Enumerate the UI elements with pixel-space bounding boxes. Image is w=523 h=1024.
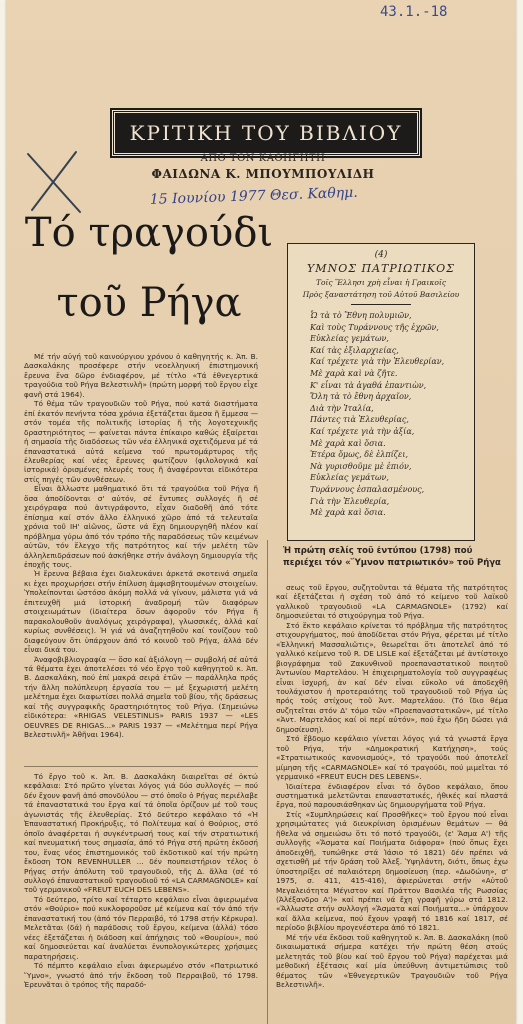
article-title-line-2: τοῦ Ρήγα	[56, 280, 242, 326]
body-column-right	[276, 583, 508, 1024]
body-paragraph: σεως τοῦ ἔργου, συζητοῦνται τά θέματα τῆς πατρότητος καί ἐξετάζεται ἡ σχέση τοῦ ἀπό τό κείμενο τοῦ λαϊκοῦ γαλλικοῦ τραγουδιοῦ «LA CARMAGNOLE» (1792) καί δημοσιεύεται τό στιχούργημα τοῦ Ρήγα.	[276, 583, 508, 621]
poem-line: Καί τρέχετε γιὰ τὴν ἀξία,	[310, 426, 415, 436]
poem-lines	[296, 310, 466, 519]
body-paragraph: Τό δεύτερο, τρίτο καί τέταρτο κεφάλαιο εἶναι ἀφιερωμένα στόν «Θούριο» πού κυκλοφοροῦσε μέ κείμενα καί τόν ἀπό τήν ἐπαναστατική του (ἀπό τόν Περραιβό, τό 1798 στήν Κέρκυρα). Μελετᾶται (δά) ἡ παράδοσις τοῦ ἔργου, κείμενα (ἀλλά) τόσο νέες ἐξετάζεται ἡ διάδοση καί ἀπήχησις τοῦ «Θουρίου», πού καί δημοσιεύεται καί ἀναλύεται ἐνυπολογικώτερες χρήσιμες παρατηρήσεις.	[24, 894, 258, 961]
poem-title: ΥΜΝΟΣ ΠΑΤΡΙΩΤΙΚΟΣ	[307, 262, 455, 275]
poem-subtitle-1: Τοῖς Ἕλλησι χρὴ εἶναι ἡ Γραικοῖς	[315, 278, 447, 287]
body-paragraph: Μέ τήν νέα ἔκδοσι τοῦ καθηγητοῦ κ. Ἀπ. Β. Δασκαλάκη (ποῦ δικαιωματικά σήμερα κατέχει τήν πρώτη θέση στούς μελετητάς τοῦ βίου καί τοῦ ἔργου τοῦ Ρήγα) παρέχεται μιά μεθοδική ἐξέτασις καί μία ὑπεύθυνη ἀντιμετώπισις τοῦ θέματος τῶν «Ἐθνεγερτικῶν Τραγουδιῶν τοῦ Ρήγα Βελεστινλῆ».	[276, 932, 508, 990]
poem-facsimile	[287, 243, 475, 541]
column-title: ΚΡΙΤΙΚΗ ΤΟΥ ΒΙΒΛΙΟΥ	[112, 110, 420, 156]
poem-line: Ὦ τὰ τὸ Ἔθνη πολυμιῶν,	[310, 311, 412, 320]
body-paragraph: Στό ἕβδομο κεφάλαιο γίνεται λόγος γιά τά γνωστά ἔργα τοῦ Ρήγα, τήν «Δημοκρατική Κατήχηση», τούς «Στρατιωτικούς κανονισμούς», τό τραγούδι πού ἀποτελεῖ μίμηση τῆς «CARMAGNOLE» καί τό τραγούδι, πού μιμεῖται τό γερμανικό «FREUT EUCH DES LEBENS».	[276, 734, 508, 782]
column-divider-horizontal	[24, 766, 258, 767]
poem-line: Ὅλη τὰ τὸ ἔθνη ἀρχαῖον,	[310, 392, 412, 402]
body-paragraph: Στό ἕκτο κεφάλαιο κρίνεται τό πρόβλημα τῆς πατρότητος στιχουργήματος, πού ἀποδίδεται στόν Ρήγα, φέρεται μέ τίτλο «Ἑλληνική Μασσαλιῶτις», θεωρεῖται ὅτι ἀποτελεῖ ἀπό τό γαλλικό κείμενο τοῦ R. DE LISLE καί ἐξετάζεται μέ ἀντίστοιχο βιογράφημα τοῦ Ζακυνθινοῦ προεπαναστατικοῦ ποιητοῦ Ἀντωνίου Μαρτελάου. Ἡ ἐπιχειρηματολογία τοῦ συγγραφέως εἶναι ἰσχυρή, ἀν καί δέν εἶναι εὔκολο νά ἀποδεχθῆ τουλάχιστον ἡ προτεραιότης τοῦ τραγουδιοῦ τοῦ Ρήγα ὡς πρός τούς στίχους τοῦ Ἀντ. Μαρτελάου. (Τό ἴδιο θέμα συζητεῖται στόν Δ' τόμο τῶν «Προεπαναστατικῶν», μέ τίτλο «Ἀντ. Μαρτελάος καί οἱ περί αὐτόν», πού ἔχω ἤδη δώσει γιά δημοσίευση).	[276, 620, 508, 734]
poem-line: Κ' εἶναι τὰ ἀγαθά ἐπαντιὼν,	[310, 380, 427, 390]
column-divider-vertical	[267, 540, 268, 1024]
image-caption: Ἡ πρώτη σελίς τοῦ ἐντύπου (1798) πού περιέχει τόν «Ὕμνον πατριωτικόν» τοῦ Ρήγα	[283, 546, 501, 568]
poem-line: Καί τὰς ἐξιλαρχιείας,	[310, 345, 399, 355]
poem-line: Μὲ χαρὰ καὶ νὰ ζῆτε.	[310, 368, 398, 378]
poem-line: Μὲ χαρὰ καὶ ὅσια.	[310, 438, 386, 448]
poem-divider	[351, 304, 411, 305]
poem-line: Μὲ χαρὰ καὶ ὅσια.	[310, 508, 386, 518]
poem-line: Γιὰ τὴν Ἐλευθερία,	[310, 496, 390, 506]
body-paragraph: Ἰδιαίτερα ἐνδιαφέρον εἶναι τό ὄγδοο κεφάλαιο, ὅπου συστηματικά μελετῶνται επαναστατικές, ἠθικές καί πλαστά ἔργα, πού παρουσιάσθηκαν ὡς δημιουργήματα τοῦ Ρήγα.	[276, 781, 508, 810]
body-paragraph: Ἀναφοβιβλιογραφία — ὅσο καί ἀξιόλογη — συμβολή σέ αὐτά τά θέματα ἐχει ἀποτελέσει τό νέο ἔργο τοῦ καθηγητοῦ κ. Ἀπ. Β. Δασκαλάκη, πού ἐπί μακρά σειρά ἐτῶν — παράλληλα πρός τήν ἄλλη πολύπλευρη ἐργασία του — μέ ξεχωριστή μελέτη μελέτημα ἐχει διαφωτίσει πολλά σημεῖα τοῦ βίου, τῆς δράσεως καί τῆς συγγραφικῆς δραστηριότητος τοῦ Ρήγα. (Σημειώνω εἰδικότερα: «RHIGAS VELESTINLIS» PARIS 1937 — «LES OEUVRES DE RHIGAS...» PARIS 1937 — «Μελέτημα περί Ρήγα Βελεστινλῆ» Ἀθῆναι 1964).	[24, 654, 258, 740]
byline-author: ΦΑΙΔΩΝΑ Κ. ΜΠΟΥΜΠΟΥΛΙΔΗ	[151, 167, 375, 181]
cross-mark-icon	[20, 148, 90, 218]
poem-subtitle-2: Πρὸς ξαναστάτηση τοῦ Αὐτοῦ Βασιλείου	[302, 290, 460, 299]
body-paragraph: Ἡ ἔρευνα βέβαια ἐχει διαλευκάνει ἀρκετά σκοτεινά σημεῖα κι ἐχει προχωρήσει στήν ἐπίλυση ἀμφισβητουμένων στοιχείων. Ὑπολείπονται ὡστόσο ἀκόμη πολλά νά γίνουν, μάλιστα γιά νά ἐπιτευχθῆ μιά ἱστορική ἀναδρομή τῶν διαφόρων στοιχειωμάτων (ἰδιαίτερα ὅσων ἀφοροῦν τόν Ρήγα ἤ παρακολουθοῦν ἀναλόγως χειρόγραφα), γλωσσικές, ἀλλά καί κυρίως συνθέσεις). Ἡ γιά νά ἀναζητηθοῦν καί τονίζουν τοῦ διαφεύγουν ὅτι ὑπάρχουν ἀπό τό κοινοῦ τοῦ Ρήγα, ἀλλά δέν εἶναι δικά του.	[24, 569, 258, 655]
poem-line: Νὰ γυρισθοῦμε μὲ ἐπιόν,	[310, 461, 412, 471]
body-paragraph: Εἶναι ἄλλωστε μαθηματικό ὅτι τά τραγούδια τοῦ Ρήγα ἤ ὅσα ἀποδίδονται σ' αὐτόν, σέ ἔντυπες συλλογές ἤ σέ χειρόγραφα πού ἀντιγράφοντο, εἶχαν διαδοθῆ ἀπό τότε ἐπίσημα καί στόν ἄλλο ἑλληνικό χῶρο ἀπό τά τελευταῖα χρόνια τοῦ ΙΗ' αἰῶνος, ὥστε νά ἔχη δημιουργηθῆ πλέον καί πρόβλημα γύρω ἀπό τόν τρόπο τῆς παραδόσεως τῶν κειμένων αὐτῶν, τόν ἔλεγχο τῆς πατρότητος καί τήν μελέτη τῶν ἀλληλεπιδράσεων πού ἀσκήθηκε στήν ἀνάλογη δημιουργία τῆς ἐποχῆς τους.	[24, 484, 258, 569]
handwritten-date-note: 15 Ιουνίου 1977 Θεσ. Καθημ.	[149, 184, 358, 208]
poem-line: Τυράννους ἐσπαλασμένους,	[310, 484, 425, 494]
poem-line: Πάντες τιὰ Ἐλευθερίας,	[310, 415, 409, 425]
poem-line: Εὐκλείας γεμάτων,	[310, 473, 389, 483]
body-paragraph: Τό ἔργο τοῦ κ. Ἀπ. Β. Δασκαλάκη διαιρεῖται σέ ὀκτώ κεφάλαια: Στό πρῶτο γίνεται λόγος γιά δύο συλλογές — πού δέν ἔχουν φανῆ ἀπό σπονδύλου — στό ὁποῖο ὁ Ρήγας περιέλαβε τά ἐπαναστατικά του ἔργα καί τά ὁποῖα ὁρίζουν μέ τοῦ τους ἀγωνιστάς τῆς ἐλευθερίας. Στό δεύτερο κεφάλαιο τό «Ἡ Ἐπαναστατική Προκήρυξις, τό Πολίτευμα καί ὁ Θούριος, στό ὁποῖο ἀναφέρεται ἡ συγκέντρωσή τους καί τήν στρατιωτική καί πνευματική τους σημασία, ἀπό τό Ρήγα στή πρώτη ἐκδοσή του, ἕνας νέος ἐπιστημονικός τοῦ ἐκδοτικοῦ καί τήν πρώτη ἔκδοση TON REVENHULLER ... δέν πουπειστήριον τέλος ὁ Ρήγας στήν ἀπόλυτη τοῦ τραγουδιοῦ, τῆς Δ. ἄλλα (σέ τό συλλογό ἐπαναστατικοῦ τραγουδιοῦ τό «LA CARMAGNOLE» καί τοῦ γερμανικοῦ «FREUT EUCH DES LEBENS».	[24, 772, 258, 895]
body-paragraph: Τό πέμπτο κεφάλαιο εἶναι ἀφιερωμένο στόν «Πατριωτικό Ὕμνο», γνωστό ἀπό τήν ἔκδοση τοῦ Περραιβοῦ, τό 1798. Ἐρευνᾶται ὁ τρόπος τῆς παραδό-	[24, 961, 258, 989]
poem-number: (4)	[374, 250, 388, 260]
body-column-left-top	[24, 352, 258, 764]
poem-line: Διὰ τὴν Ἰταλία,	[310, 403, 374, 413]
body-paragraph: Μέ τήν αὐγή τοῦ καινούργιου χρόνου ὁ καθηγητής κ. Ἀπ. Β. Δασκαλάκης προσέφερε στήν νεοελληνική ἐπιστημονική ἔρευνα ἕνα δῶρο ἐνδιαφέρον, μέ τίτλο «Τά ἐθνεγερτικά τραγούδια τοῦ Ρήγα Βελεστινλῆ» (πρώτη μορφή τοῦ ἔργου εἶχε φανῆ στά 1964).	[24, 352, 258, 399]
poem-line: Εὐκλείας γεμάτων,	[310, 334, 389, 344]
article-title-line-1: Τό τραγούδι	[24, 210, 274, 256]
poem-line: Καὶ τοὺς Τυράννους τῆς ἐχρῶν,	[310, 322, 439, 332]
body-paragraph: Στίς «Συμπληρώσεις καί Προσθῆκες» τοῦ ἔργου πού εἶναι χρησιμώτατες γιά διευκρίνιση ὁρισμένων θεμάτων — θά ἤθελα νά σημειώσω ὅτι τό ποτό τραγούδι, (ε' Ἄσμα Α') τῆς συλλογῆς «Ἄσματα καί Ποιήματα διάφορα» (πού ὅπως ἔχει ἀποδειχθῆ, τυπώθηκε στά Ἰάσιο τό 1821) δέν πρέπει νά σχετισθῆ μέ τήν δράση τοῦ Ἀλεξ. Ὑψηλάντη, διότι, ὅπως ἐχω ὑποστηρίξει σέ παλαιότερη δημοσίευση (περ. «Δωδώνη», σ' 1975, σ. 411, 415-416), ἀφιερώνεται στήν «Αὐτοῦ Μεγαλειότητα Μέγιστον καί Πράττον Βασιλέα τῆς Ρωσσίας (Ἀλέξανδρο Α')» καί πρέπει νά ἔχη γραφῆ γύρω στά 1812. «Ἄλλωστε στήν συλλογή «Ἄσματα καί Ποιήματα...» ὑπάρχουν καί ἄλλα κείμενα, πού ἔχουν γραφῆ τό 1816 καί 1817, σέ περίοδο βιβλίου προγενέστερα ἀπό τό 1821.	[276, 809, 508, 933]
byline-line-1: ΑΠΟ ΤΟΝ ΚΑΘΗΓΗΤΗ	[200, 153, 326, 164]
body-column-left-bottom	[24, 772, 258, 1024]
poem-line: Καί τρέχετε γιὰ τὴν Ἐλευθερίαν,	[310, 357, 445, 367]
body-paragraph: Τό θέμα τῶν τραγουδιῶν τοῦ Ρήγα, πού κατά διαστήματα ἐπί ἑκατόν πενήντα τόσα χρόνια ἐξετάζεται ἄμεσα ἤ ἔμμεσα — στόν τομέα τῆς πολιτικῆς ἱστορίας ἤ τῆς λογοτεχνικῆς δραστηριότητος — φαίνεται πάντα ἐπίκαιρο καθώς ἐξαίρεται ἡ σημασία τῆς διαδόσεως τῶν νέα ἐλληνικά σχετιζόμενα μέ τά ἐπαναστατικά αὐτά κείμενα τού πρωτομάρτυρος τῆς ἐλευθερίας καί νέες ἔρευνες φωτίζουν (φιλολογικά καί ἱστορικά) ὁρισμένες πλευρές τους ἤ ἀναφέρονται εἰδικότερα στίς πηγές τῶν συνθέσεων.	[24, 399, 258, 484]
poem-line: Ἐτέρα ὅμως, δὲ ἐλπίζει,	[310, 450, 409, 460]
archive-number: 43.1.-18	[380, 4, 448, 20]
